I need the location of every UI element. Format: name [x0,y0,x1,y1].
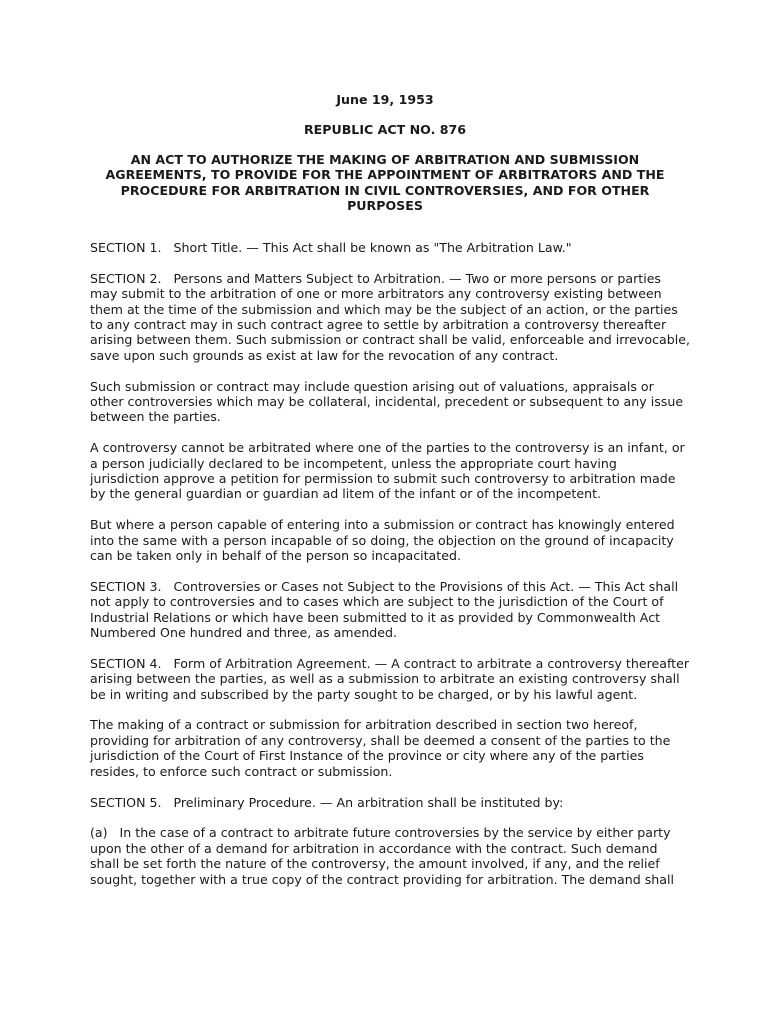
act-title: AN ACT TO AUTHORIZE THE MAKING OF ARBITRATION AND SUBMISSION AGREEMENTS, TO PROVIDE FOR THE APPOINTMENT OF ARBITRATORS AND THE PROCEDURE FOR ARBITRATION IN CIVIL CONTROVERSIES, AND FOR OTHER PURPOSES [105,152,665,214]
section-3-paragraph: SECTION 3. Controversies or Cases not Subject to the Provisions of this Act. — This Act shall not apply to controversies and to cases which are subject to the jurisdiction of the Court of Industrial Relations or which have been submitted to it as provided by Commonwealth Act Numbered One hundred and three, as amended. [90,578,683,641]
section-5-item-a: (a) In the case of a contract to arbitrate future controversies by the service by either party upon the other of a demand for arbitration in accordance with the contract. Such demand shall be set forth the nature of the controversy, the amount involved, if any, and the relief sought, together with a true copy of the contract providing for arbitration. The demand shall [90,825,675,887]
section-2-paragraph: SECTION 2. Persons and Matters Subject to Arbitration. — Two or more persons or parties may submit to the arbitration of one or more arbitrators any controversy existing between them at the time of the submission and which may be the subject of an action, or the parties to any contract may in such contract agree to settle by arbitration a controversy thereafter arising between them. Such submission or contract shall be valid, enforceable and irrevocable, save upon such grounds as exist at law for the revocation of any contract. [90,270,694,363]
act-number: REPUBLIC ACT NO. 876 [303,122,467,137]
document-date: June 19, 1953 [336,92,434,107]
section-4-paragraph-consent: The making of a contract or submission for arbitration described in section two hereof, providing for arbitration of any controversy, shall be deemed a consent of the parties to the jurisdiction of the Court of First Instance of the province or city where any of the parties resides, to enforce such contract or submission. [90,717,675,779]
section-1-paragraph: SECTION 1. Short Title. — This Act shall be known as "The Arbitration Law." [90,240,572,255]
document-body [90,240,694,902]
section-2-paragraph-valuations: Such submission or contract may include question arising out of valuations, appraisals or other controversies which may be collateral, incidental, precedent or subsequent to any issue between the parties. [90,378,688,425]
section-2-paragraph-objection: But where a person capable of entering into a submission or contract has knowingly entered into the same with a person incapable of so doing, the objection on the ground of incapacity can be taken only in behalf of the person so incapacitated. [90,517,679,564]
section-4-paragraph: SECTION 4. Form of Arbitration Agreement. — A contract to arbitrate a controversy thereafter arising between the parties, as well as a submission to arbitrate an existing controversy shall be in writing and subscribed by the party sought to be charged, or by his lawful agent. [90,655,694,702]
section-5-paragraph: SECTION 5. Preliminary Procedure. — An arbitration shall be instituted by: [90,794,564,810]
section-2-paragraph-incapacity: A controversy cannot be arbitrated where one of the parties to the controversy is an infant, or a person judicially declared to be incompetent, unless the appropriate court having jurisdiction approve a petition for permission to submit such controversy to arbitration made by the general guardian or guardian ad litem of the infant or of the incompetent. [90,440,689,502]
